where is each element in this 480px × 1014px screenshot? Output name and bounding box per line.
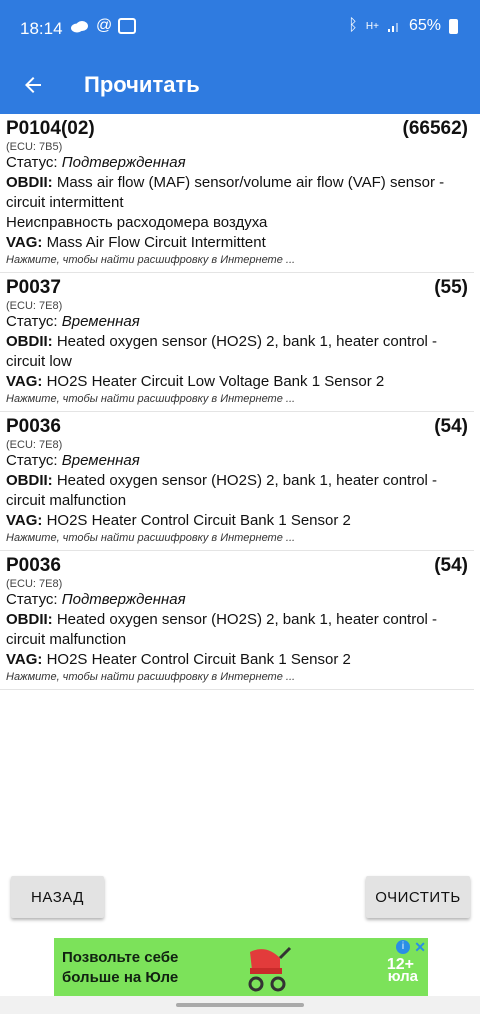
obdii-text: Mass air flow (MAF) sensor/volume air flow (VAF) sensor - circuit intermittent — [6, 174, 445, 211]
obdii-line — [6, 332, 468, 372]
age-badge: 12+ — [386, 956, 414, 973]
obdii-line — [6, 173, 468, 213]
vag-label: VAG: — [6, 373, 43, 390]
back-button[interactable]: НАЗАД — [11, 876, 104, 918]
home-handle[interactable] — [176, 1003, 304, 1007]
status-label: Статус: — [6, 591, 58, 608]
error-item[interactable] — [0, 273, 474, 412]
error-count: (55) — [434, 277, 468, 298]
error-item[interactable] — [0, 412, 474, 551]
status-label: Статус: — [6, 154, 58, 171]
obdii-line — [6, 471, 468, 511]
ad-close-icon[interactable]: ✕ — [414, 939, 426, 955]
page-title: Прочитать — [84, 72, 200, 97]
ad-brand: юла — [387, 968, 418, 985]
obdii-label: OBDII: — [6, 174, 53, 191]
vag-label: VAG: — [6, 512, 43, 529]
ecu-label: (ECU: 7B5) — [6, 141, 63, 153]
status-bar — [0, 0, 480, 58]
extra-description: Неисправность расходомера воздуха — [6, 214, 268, 231]
vag-text: HO2S Heater Control Circuit Bank 1 Sensor 2 — [46, 651, 351, 668]
search-hint[interactable]: Нажмите, чтобы найти расшифровку в Интернете ... — [6, 393, 296, 405]
error-code: P0037 — [6, 277, 61, 298]
ecu-label: (ECU: 7E8) — [6, 300, 63, 312]
status-label: Статус: — [6, 313, 58, 330]
ad-banner[interactable] — [54, 938, 428, 996]
network-type-icon: H+ — [365, 20, 379, 32]
status-time: 18:14 — [20, 19, 63, 38]
bluetooth-icon: ᛒ — [348, 17, 358, 34]
obdii-text: Heated oxygen sensor (HO2S) 2, bank 1, heater control - circuit low — [6, 333, 438, 370]
ecu-label: (ECU: 7E8) — [6, 578, 63, 590]
error-list — [0, 114, 480, 690]
status-value: Подтвержденная — [61, 154, 186, 171]
ad-text — [62, 948, 178, 988]
app-notification-icon — [118, 18, 136, 34]
ad-info-icon[interactable]: i — [396, 940, 410, 954]
clear-button[interactable]: ОЧИСТИТЬ — [366, 876, 470, 918]
vag-label: VAG: — [6, 651, 43, 668]
error-item[interactable] — [0, 551, 474, 690]
error-code: P0036 — [6, 416, 61, 437]
obdii-line — [6, 610, 468, 650]
status-line — [6, 312, 468, 332]
notification-icons — [70, 17, 136, 35]
signal-icon — [387, 19, 401, 33]
status-label: Статус: — [6, 452, 58, 469]
error-count: (54) — [434, 416, 468, 437]
app-bar — [0, 58, 480, 114]
vag-line — [6, 372, 468, 392]
obdii-label: OBDII: — [6, 472, 53, 489]
error-count: (66562) — [402, 118, 468, 139]
obdii-label: OBDII: — [6, 333, 53, 350]
error-item[interactable] — [0, 114, 474, 273]
status-value: Временная — [61, 313, 140, 330]
stroller-icon — [240, 944, 296, 994]
vag-text: Mass Air Flow Circuit Intermittent — [46, 234, 266, 251]
status-line — [6, 590, 468, 610]
vag-line — [6, 511, 468, 531]
ad-line-2: больше на Юле — [62, 969, 179, 986]
obdii-label: OBDII: — [6, 611, 53, 628]
error-code: P0036 — [6, 555, 61, 576]
vag-text: HO2S Heater Control Circuit Bank 1 Sensor 2 — [46, 512, 351, 529]
status-line — [6, 451, 468, 471]
back-arrow-icon[interactable] — [18, 70, 48, 100]
status-line — [6, 153, 468, 173]
obdii-text: Heated oxygen sensor (HO2S) 2, bank 1, heater control - circuit malfunction — [6, 472, 438, 509]
status-value: Временная — [61, 452, 140, 469]
ecu-label: (ECU: 7E8) — [6, 439, 63, 451]
system-icons — [348, 17, 458, 35]
error-code: P0104(02) — [6, 118, 95, 139]
error-count: (54) — [434, 555, 468, 576]
cloud-icon — [70, 19, 90, 33]
ad-line-1: Позвольте себе — [62, 949, 179, 966]
search-hint[interactable]: Нажмите, чтобы найти расшифровку в Интернете ... — [6, 254, 296, 266]
battery-percent: 65% — [408, 17, 441, 34]
vag-line — [6, 233, 468, 253]
obdii-text: Heated oxygen sensor (HO2S) 2, bank 1, heater control - circuit malfunction — [6, 611, 438, 648]
search-hint[interactable]: Нажмите, чтобы найти расшифровку в Интернете ... — [6, 671, 296, 683]
vag-label: VAG: — [6, 234, 43, 251]
vag-text: HO2S Heater Circuit Low Voltage Bank 1 Sensor 2 — [46, 373, 385, 390]
status-value: Подтвержденная — [61, 591, 186, 608]
vag-line — [6, 650, 468, 670]
at-icon: @ — [96, 17, 113, 34]
search-hint[interactable]: Нажмите, чтобы найти расшифровку в Интернете ... — [6, 532, 296, 544]
battery-icon — [449, 19, 458, 34]
